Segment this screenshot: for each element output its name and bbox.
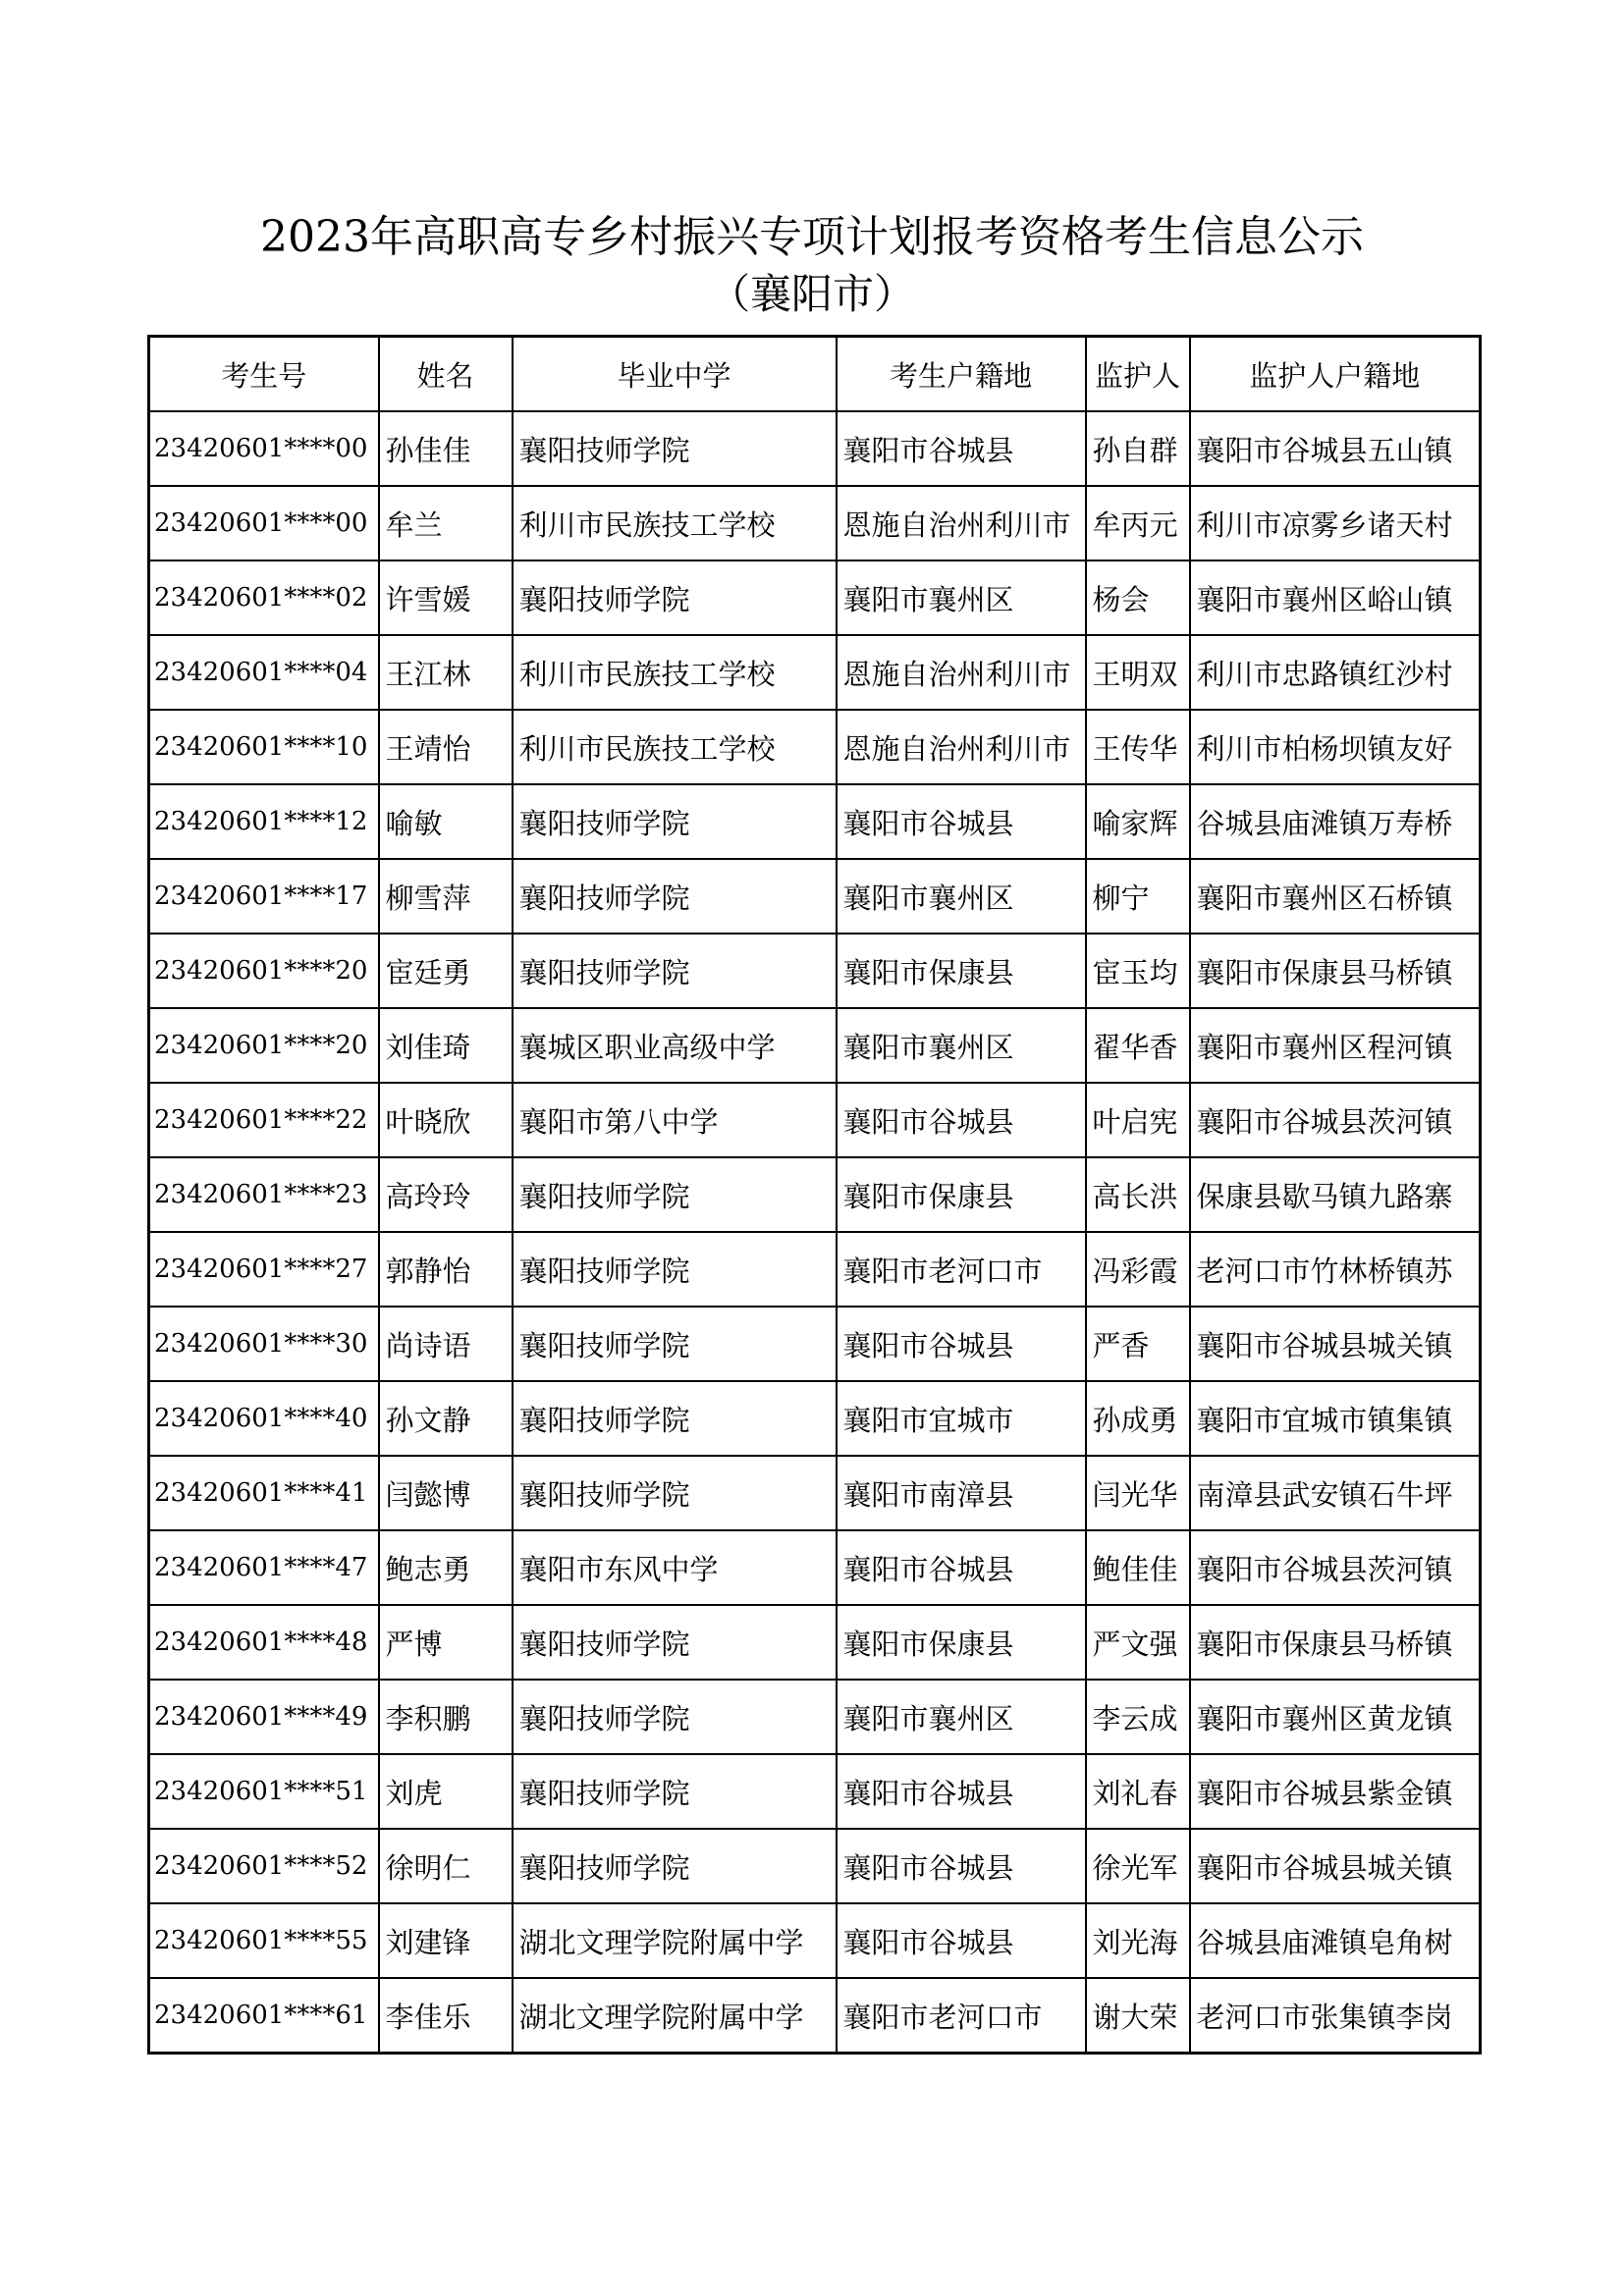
- exam-number-cell: 23420601****00: [149, 411, 379, 486]
- table-row: [149, 1680, 1481, 1754]
- name-cell: 孙佳佳: [379, 411, 513, 486]
- document-subtitle: （襄阳市）: [708, 270, 915, 318]
- guardian-residence-cell: 谷城县庙滩镇皂角树: [1190, 1903, 1481, 1978]
- school-cell: 襄阳市第八中学: [513, 1083, 837, 1157]
- guardian-cell: 严文强: [1086, 1605, 1190, 1680]
- exam-number-cell: 23420601****17: [149, 859, 379, 934]
- exam-number-cell: 23420601****52: [149, 1829, 379, 1903]
- guardian-cell: 牟丙元: [1086, 486, 1190, 561]
- document-title: 2023年高职高专乡村振兴专项计划报考资格考生信息公示: [260, 212, 1364, 262]
- name-cell: 郭静怡: [379, 1232, 513, 1307]
- school-cell: 襄阳技师学院: [513, 1680, 837, 1754]
- guardian-residence-cell: 襄阳市襄州区峪山镇: [1190, 561, 1481, 635]
- school-cell: 襄阳技师学院: [513, 1605, 837, 1680]
- name-cell: 李积鹏: [379, 1680, 513, 1754]
- guardian-residence-cell: 襄阳市宜城市镇集镇: [1190, 1381, 1481, 1456]
- exam-number-cell: 23420601****55: [149, 1903, 379, 1978]
- exam-number-cell: 23420601****02: [149, 561, 379, 635]
- table-row: [149, 1754, 1481, 1829]
- school-cell: 湖北文理学院附属中学: [513, 1903, 837, 1978]
- name-cell: 柳雪萍: [379, 859, 513, 934]
- exam-number-cell: 23420601****20: [149, 1008, 379, 1083]
- name-cell: 牟兰: [379, 486, 513, 561]
- school-cell: 襄阳技师学院: [513, 561, 837, 635]
- table-row: [149, 1903, 1481, 1978]
- table-row: [149, 710, 1481, 784]
- school-cell: 襄阳技师学院: [513, 1754, 837, 1829]
- guardian-cell: 王明双: [1086, 635, 1190, 710]
- exam-number-cell: 23420601****20: [149, 934, 379, 1008]
- name-cell: 鲍志勇: [379, 1530, 513, 1605]
- residence-cell: 襄阳市老河口市: [837, 1978, 1086, 2054]
- residence-cell: 襄阳市保康县: [837, 1605, 1086, 1680]
- school-cell: 襄阳技师学院: [513, 411, 837, 486]
- guardian-cell: 徐光军: [1086, 1829, 1190, 1903]
- school-cell: 利川市民族技工学校: [513, 710, 837, 784]
- school-cell: 襄阳市东风中学: [513, 1530, 837, 1605]
- guardian-residence-cell: 谷城县庙滩镇万寿桥: [1190, 784, 1481, 859]
- residence-cell: 恩施自治州利川市: [837, 486, 1086, 561]
- exam-number-cell: 23420601****30: [149, 1307, 379, 1381]
- name-cell: 高玲玲: [379, 1157, 513, 1232]
- guardian-cell: 高长洪: [1086, 1157, 1190, 1232]
- school-cell: 襄阳技师学院: [513, 934, 837, 1008]
- guardian-residence-cell: 利川市忠路镇红沙村: [1190, 635, 1481, 710]
- school-cell: 湖北文理学院附属中学: [513, 1978, 837, 2054]
- header-exam-number: 考生号: [149, 337, 379, 412]
- guardian-cell: 孙自群: [1086, 411, 1190, 486]
- guardian-cell: 叶启宪: [1086, 1083, 1190, 1157]
- guardian-cell: 喻家辉: [1086, 784, 1190, 859]
- table-row: [149, 635, 1481, 710]
- residence-cell: 襄阳市襄州区: [837, 1680, 1086, 1754]
- candidate-table: [147, 335, 1482, 2055]
- guardian-cell: 柳宁: [1086, 859, 1190, 934]
- table-header-row: [149, 337, 1481, 412]
- exam-number-cell: 23420601****12: [149, 784, 379, 859]
- header-school: 毕业中学: [513, 337, 837, 412]
- name-cell: 闫懿博: [379, 1456, 513, 1530]
- school-cell: 襄阳技师学院: [513, 784, 837, 859]
- guardian-cell: 鲍佳佳: [1086, 1530, 1190, 1605]
- school-cell: 襄阳技师学院: [513, 1456, 837, 1530]
- guardian-residence-cell: 襄阳市襄州区程河镇: [1190, 1008, 1481, 1083]
- exam-number-cell: 23420601****49: [149, 1680, 379, 1754]
- table-row: [149, 784, 1481, 859]
- name-cell: 刘虎: [379, 1754, 513, 1829]
- exam-number-cell: 23420601****41: [149, 1456, 379, 1530]
- residence-cell: 襄阳市谷城县: [837, 1903, 1086, 1978]
- residence-cell: 襄阳市谷城县: [837, 784, 1086, 859]
- residence-cell: 襄阳市谷城县: [837, 1307, 1086, 1381]
- school-cell: 利川市民族技工学校: [513, 486, 837, 561]
- guardian-residence-cell: 襄阳市襄州区黄龙镇: [1190, 1680, 1481, 1754]
- guardian-residence-cell: 保康县歇马镇九路寨: [1190, 1157, 1481, 1232]
- table-row: [149, 1829, 1481, 1903]
- table-row: [149, 1605, 1481, 1680]
- name-cell: 尚诗语: [379, 1307, 513, 1381]
- residence-cell: 襄阳市保康县: [837, 934, 1086, 1008]
- header-residence: 考生户籍地: [837, 337, 1086, 412]
- table-row: [149, 486, 1481, 561]
- name-cell: 孙文静: [379, 1381, 513, 1456]
- guardian-cell: 翟华香: [1086, 1008, 1190, 1083]
- exam-number-cell: 23420601****40: [149, 1381, 379, 1456]
- name-cell: 宦廷勇: [379, 934, 513, 1008]
- table-row: [149, 1232, 1481, 1307]
- residence-cell: 恩施自治州利川市: [837, 710, 1086, 784]
- table-row: [149, 1008, 1481, 1083]
- school-cell: 襄阳技师学院: [513, 859, 837, 934]
- exam-number-cell: 23420601****22: [149, 1083, 379, 1157]
- school-cell: 襄城区职业高级中学: [513, 1008, 837, 1083]
- guardian-cell: 李云成: [1086, 1680, 1190, 1754]
- exam-number-cell: 23420601****00: [149, 486, 379, 561]
- residence-cell: 襄阳市保康县: [837, 1157, 1086, 1232]
- header-guardian: 监护人: [1086, 337, 1190, 412]
- name-cell: 许雪媛: [379, 561, 513, 635]
- exam-number-cell: 23420601****48: [149, 1605, 379, 1680]
- exam-number-cell: 23420601****61: [149, 1978, 379, 2054]
- guardian-residence-cell: 襄阳市谷城县城关镇: [1190, 1829, 1481, 1903]
- guardian-residence-cell: 襄阳市谷城县茨河镇: [1190, 1530, 1481, 1605]
- guardian-residence-cell: 襄阳市谷城县紫金镇: [1190, 1754, 1481, 1829]
- residence-cell: 襄阳市襄州区: [837, 859, 1086, 934]
- guardian-cell: 王传华: [1086, 710, 1190, 784]
- table-row: [149, 1978, 1481, 2054]
- guardian-residence-cell: 襄阳市谷城县城关镇: [1190, 1307, 1481, 1381]
- residence-cell: 襄阳市宜城市: [837, 1381, 1086, 1456]
- residence-cell: 襄阳市谷城县: [837, 1530, 1086, 1605]
- residence-cell: 襄阳市襄州区: [837, 561, 1086, 635]
- guardian-residence-cell: 襄阳市谷城县五山镇: [1190, 411, 1481, 486]
- guardian-cell: 冯彩霞: [1086, 1232, 1190, 1307]
- residence-cell: 襄阳市谷城县: [837, 411, 1086, 486]
- name-cell: 严博: [379, 1605, 513, 1680]
- table-row: [149, 1083, 1481, 1157]
- residence-cell: 襄阳市南漳县: [837, 1456, 1086, 1530]
- residence-cell: 襄阳市老河口市: [837, 1232, 1086, 1307]
- exam-number-cell: 23420601****23: [149, 1157, 379, 1232]
- exam-number-cell: 23420601****10: [149, 710, 379, 784]
- name-cell: 叶晓欣: [379, 1083, 513, 1157]
- exam-number-cell: 23420601****27: [149, 1232, 379, 1307]
- name-cell: 王江林: [379, 635, 513, 710]
- name-cell: 李佳乐: [379, 1978, 513, 2054]
- guardian-cell: 杨会: [1086, 561, 1190, 635]
- guardian-cell: 孙成勇: [1086, 1381, 1190, 1456]
- residence-cell: 恩施自治州利川市: [837, 635, 1086, 710]
- guardian-residence-cell: 老河口市张集镇李岗: [1190, 1978, 1481, 2054]
- residence-cell: 襄阳市谷城县: [837, 1829, 1086, 1903]
- guardian-residence-cell: 南漳县武安镇石牛坪: [1190, 1456, 1481, 1530]
- table-row: [149, 1381, 1481, 1456]
- exam-number-cell: 23420601****51: [149, 1754, 379, 1829]
- school-cell: 襄阳技师学院: [513, 1307, 837, 1381]
- guardian-residence-cell: 襄阳市保康县马桥镇: [1190, 934, 1481, 1008]
- table-body: [149, 411, 1481, 2054]
- name-cell: 刘佳琦: [379, 1008, 513, 1083]
- residence-cell: 襄阳市襄州区: [837, 1008, 1086, 1083]
- name-cell: 徐明仁: [379, 1829, 513, 1903]
- table-row: [149, 859, 1481, 934]
- table-row: [149, 1157, 1481, 1232]
- guardian-residence-cell: 襄阳市保康县马桥镇: [1190, 1605, 1481, 1680]
- table-row: [149, 411, 1481, 486]
- table-row: [149, 934, 1481, 1008]
- guardian-cell: 刘光海: [1086, 1903, 1190, 1978]
- exam-number-cell: 23420601****04: [149, 635, 379, 710]
- table-row: [149, 1456, 1481, 1530]
- table-row: [149, 561, 1481, 635]
- guardian-cell: 宦玉均: [1086, 934, 1190, 1008]
- school-cell: 襄阳技师学院: [513, 1157, 837, 1232]
- guardian-residence-cell: 利川市柏杨坝镇友好: [1190, 710, 1481, 784]
- residence-cell: 襄阳市谷城县: [837, 1754, 1086, 1829]
- guardian-residence-cell: 利川市凉雾乡诸天村: [1190, 486, 1481, 561]
- guardian-residence-cell: 老河口市竹林桥镇苏: [1190, 1232, 1481, 1307]
- header-guardian-residence: 监护人户籍地: [1190, 337, 1481, 412]
- guardian-cell: 谢大荣: [1086, 1978, 1190, 2054]
- guardian-cell: 刘礼春: [1086, 1754, 1190, 1829]
- guardian-cell: 闫光华: [1086, 1456, 1190, 1530]
- guardian-cell: 严香: [1086, 1307, 1190, 1381]
- name-cell: 王靖怡: [379, 710, 513, 784]
- table-row: [149, 1530, 1481, 1605]
- residence-cell: 襄阳市谷城县: [837, 1083, 1086, 1157]
- guardian-residence-cell: 襄阳市谷城县茨河镇: [1190, 1083, 1481, 1157]
- school-cell: 襄阳技师学院: [513, 1232, 837, 1307]
- school-cell: 襄阳技师学院: [513, 1829, 837, 1903]
- header-name: 姓名: [379, 337, 513, 412]
- table-row: [149, 1307, 1481, 1381]
- school-cell: 襄阳技师学院: [513, 1381, 837, 1456]
- guardian-residence-cell: 襄阳市襄州区石桥镇: [1190, 859, 1481, 934]
- name-cell: 喻敏: [379, 784, 513, 859]
- school-cell: 利川市民族技工学校: [513, 635, 837, 710]
- exam-number-cell: 23420601****47: [149, 1530, 379, 1605]
- name-cell: 刘建锋: [379, 1903, 513, 1978]
